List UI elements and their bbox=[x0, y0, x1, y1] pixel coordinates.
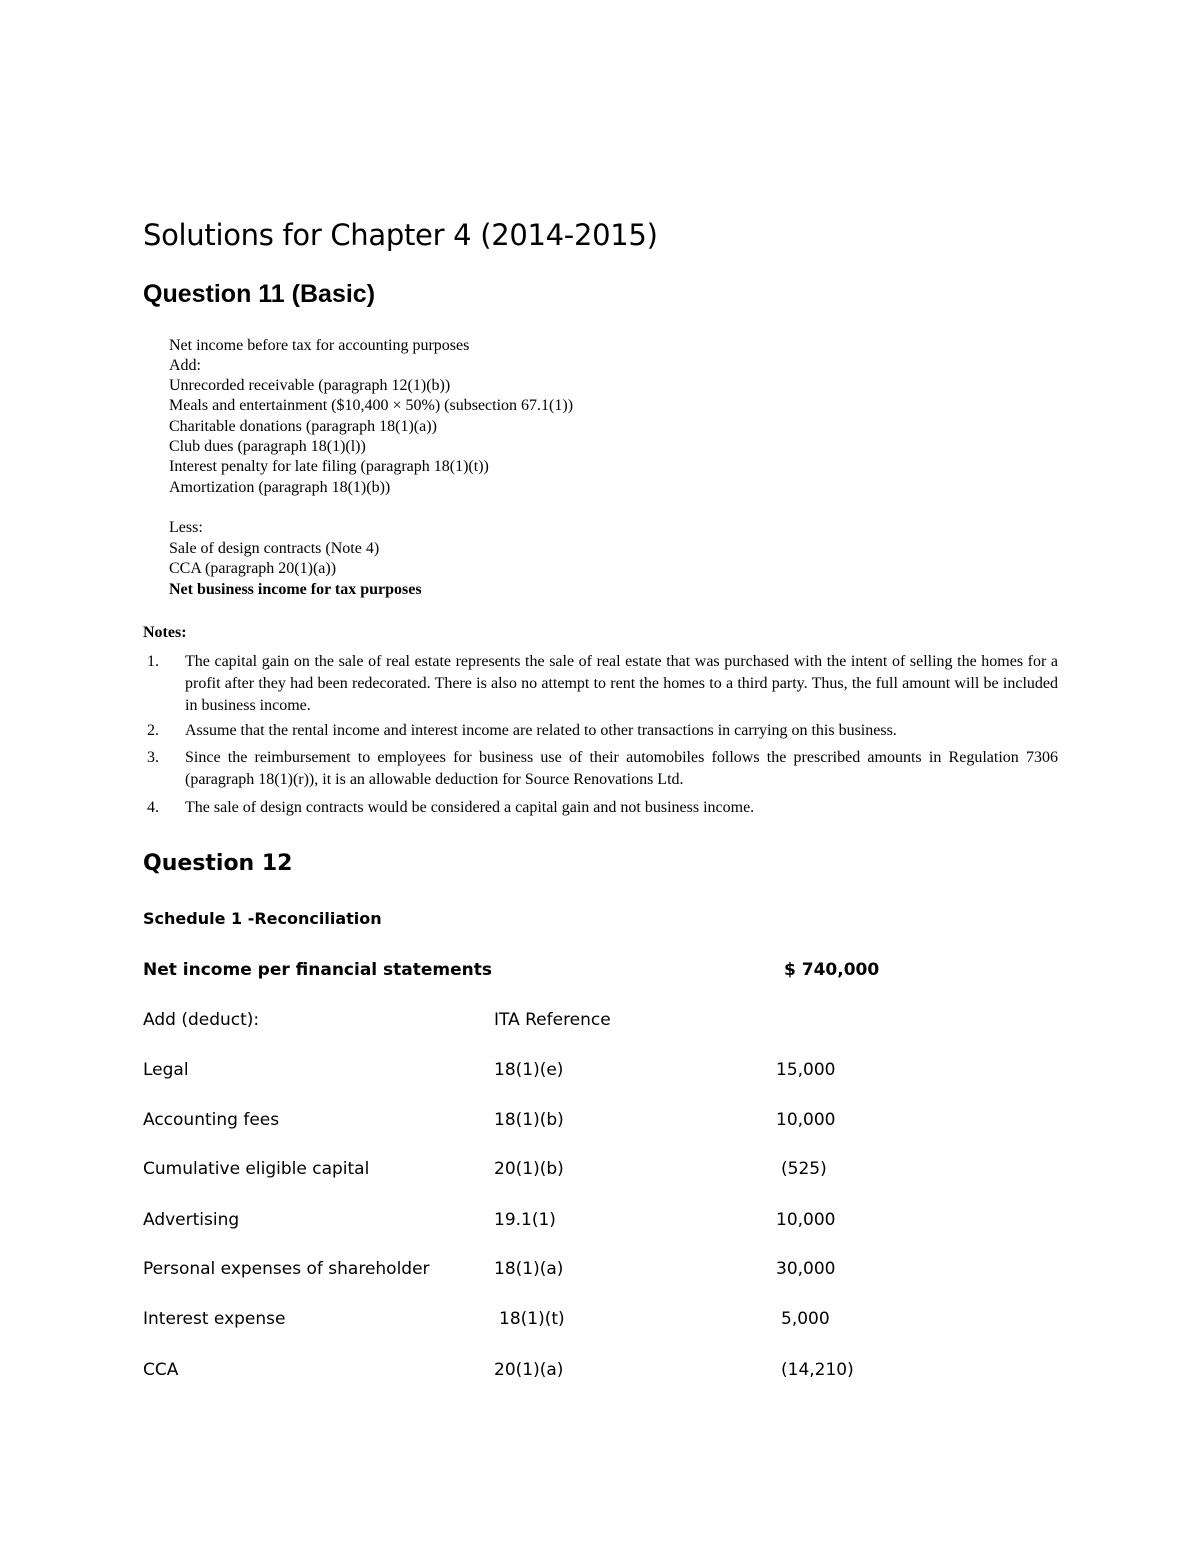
question-11-heading: Question 11 (Basic) bbox=[143, 280, 376, 308]
item-label: Personal expenses of shareholder bbox=[143, 1259, 430, 1279]
note-number: 2. bbox=[147, 722, 159, 739]
reconciliation-row bbox=[0, 1208, 1200, 1232]
item-amount: 15,000 bbox=[776, 1060, 836, 1080]
row-label: Interest penalty for late filing (paragraph 18(1)(t)) bbox=[169, 458, 489, 475]
row-label: Amortization (paragraph 18(1)(b)) bbox=[169, 479, 391, 496]
net-income-label: Net income per financial statements bbox=[143, 960, 493, 980]
reconciliation-row bbox=[0, 1157, 1200, 1181]
item-amount: (14,210) bbox=[781, 1360, 854, 1380]
row-label: Charitable donations (paragraph 18(1)(a)) bbox=[169, 418, 437, 435]
note-item bbox=[143, 747, 1058, 791]
item-reference: 20(1)(a) bbox=[494, 1360, 564, 1380]
row-label: Club dues (paragraph 18(1)(l)) bbox=[169, 438, 366, 455]
item-label: CCA bbox=[143, 1360, 179, 1380]
question-12-heading: Question 12 bbox=[143, 851, 293, 876]
notes-heading: Notes: bbox=[143, 624, 187, 641]
reconciliation-row bbox=[0, 1058, 1200, 1082]
row-label: Net income before tax for accounting purposes bbox=[169, 337, 470, 354]
schedule-heading: Schedule 1 -Reconciliation bbox=[143, 909, 382, 928]
item-reference: 18(1)(b) bbox=[494, 1110, 564, 1130]
note-number: 1. bbox=[147, 653, 159, 670]
item-reference: 18(1)(t) bbox=[499, 1309, 565, 1329]
row-label: Add: bbox=[169, 357, 201, 374]
note-text: Since the reimbursement to employees for business use of their automobiles follows the prescribed amounts in Regulation 7306 (paragraph 18(1)(r)), it is an allowable deduction for Source Renovations Ltd. bbox=[185, 749, 1058, 788]
item-reference: 20(1)(b) bbox=[494, 1159, 564, 1179]
row-label: CCA (paragraph 20(1)(a)) bbox=[169, 560, 337, 577]
row-label: Sale of design contracts (Note 4) bbox=[169, 540, 380, 557]
item-label: Advertising bbox=[143, 1210, 240, 1230]
row-label: Less: bbox=[169, 519, 203, 536]
reconciliation-row bbox=[0, 1257, 1200, 1281]
note-item bbox=[143, 720, 1058, 742]
item-reference: 18(1)(e) bbox=[494, 1060, 564, 1080]
item-amount: 5,000 bbox=[781, 1309, 830, 1329]
item-reference: 18(1)(a) bbox=[494, 1259, 564, 1279]
item-label: Interest expense bbox=[143, 1309, 286, 1329]
note-item bbox=[143, 797, 1058, 819]
net-income-value: $ 740,000 bbox=[784, 960, 880, 980]
item-reference: 19.1(1) bbox=[494, 1210, 556, 1230]
row-label: Meals and entertainment ($10,400 × 50%) (subsection 67.1(1)) bbox=[169, 397, 574, 414]
note-item bbox=[143, 651, 1058, 717]
row-label: Net business income for tax purposes bbox=[169, 581, 422, 598]
add-deduct-label: Add (deduct): bbox=[143, 1010, 260, 1030]
item-label: Legal bbox=[143, 1060, 189, 1080]
note-number: 4. bbox=[147, 799, 159, 816]
ita-reference-label: ITA Reference bbox=[494, 1010, 611, 1030]
reconciliation-row bbox=[0, 1358, 1200, 1382]
page-title: Solutions for Chapter 4 (2014-2015) bbox=[143, 218, 658, 252]
reconciliation-row bbox=[0, 1108, 1200, 1132]
row-label: Unrecorded receivable (paragraph 12(1)(b)) bbox=[169, 377, 451, 394]
item-amount: 10,000 bbox=[776, 1110, 836, 1130]
header-row bbox=[0, 1008, 1200, 1032]
note-text: The sale of design contracts would be considered a capital gain and not business income. bbox=[185, 799, 755, 816]
net-income-row bbox=[0, 958, 1200, 982]
note-number: 3. bbox=[147, 749, 159, 766]
note-text: The capital gain on the sale of real estate represents the sale of real estate that was purchased with the intent of selling the homes for a profit after they had been redecorated. There is also no attempt to rent the homes to a third party. Thus, the full amount will be included in business income. bbox=[185, 653, 1058, 714]
item-amount: 10,000 bbox=[776, 1210, 836, 1230]
item-amount: (525) bbox=[781, 1159, 827, 1179]
item-amount: 30,000 bbox=[776, 1259, 836, 1279]
reconciliation-row bbox=[0, 1307, 1200, 1331]
note-text: Assume that the rental income and interest income are related to other transactions in carrying on this business. bbox=[185, 722, 897, 739]
item-label: Cumulative eligible capital bbox=[143, 1159, 370, 1179]
item-label: Accounting fees bbox=[143, 1110, 280, 1130]
